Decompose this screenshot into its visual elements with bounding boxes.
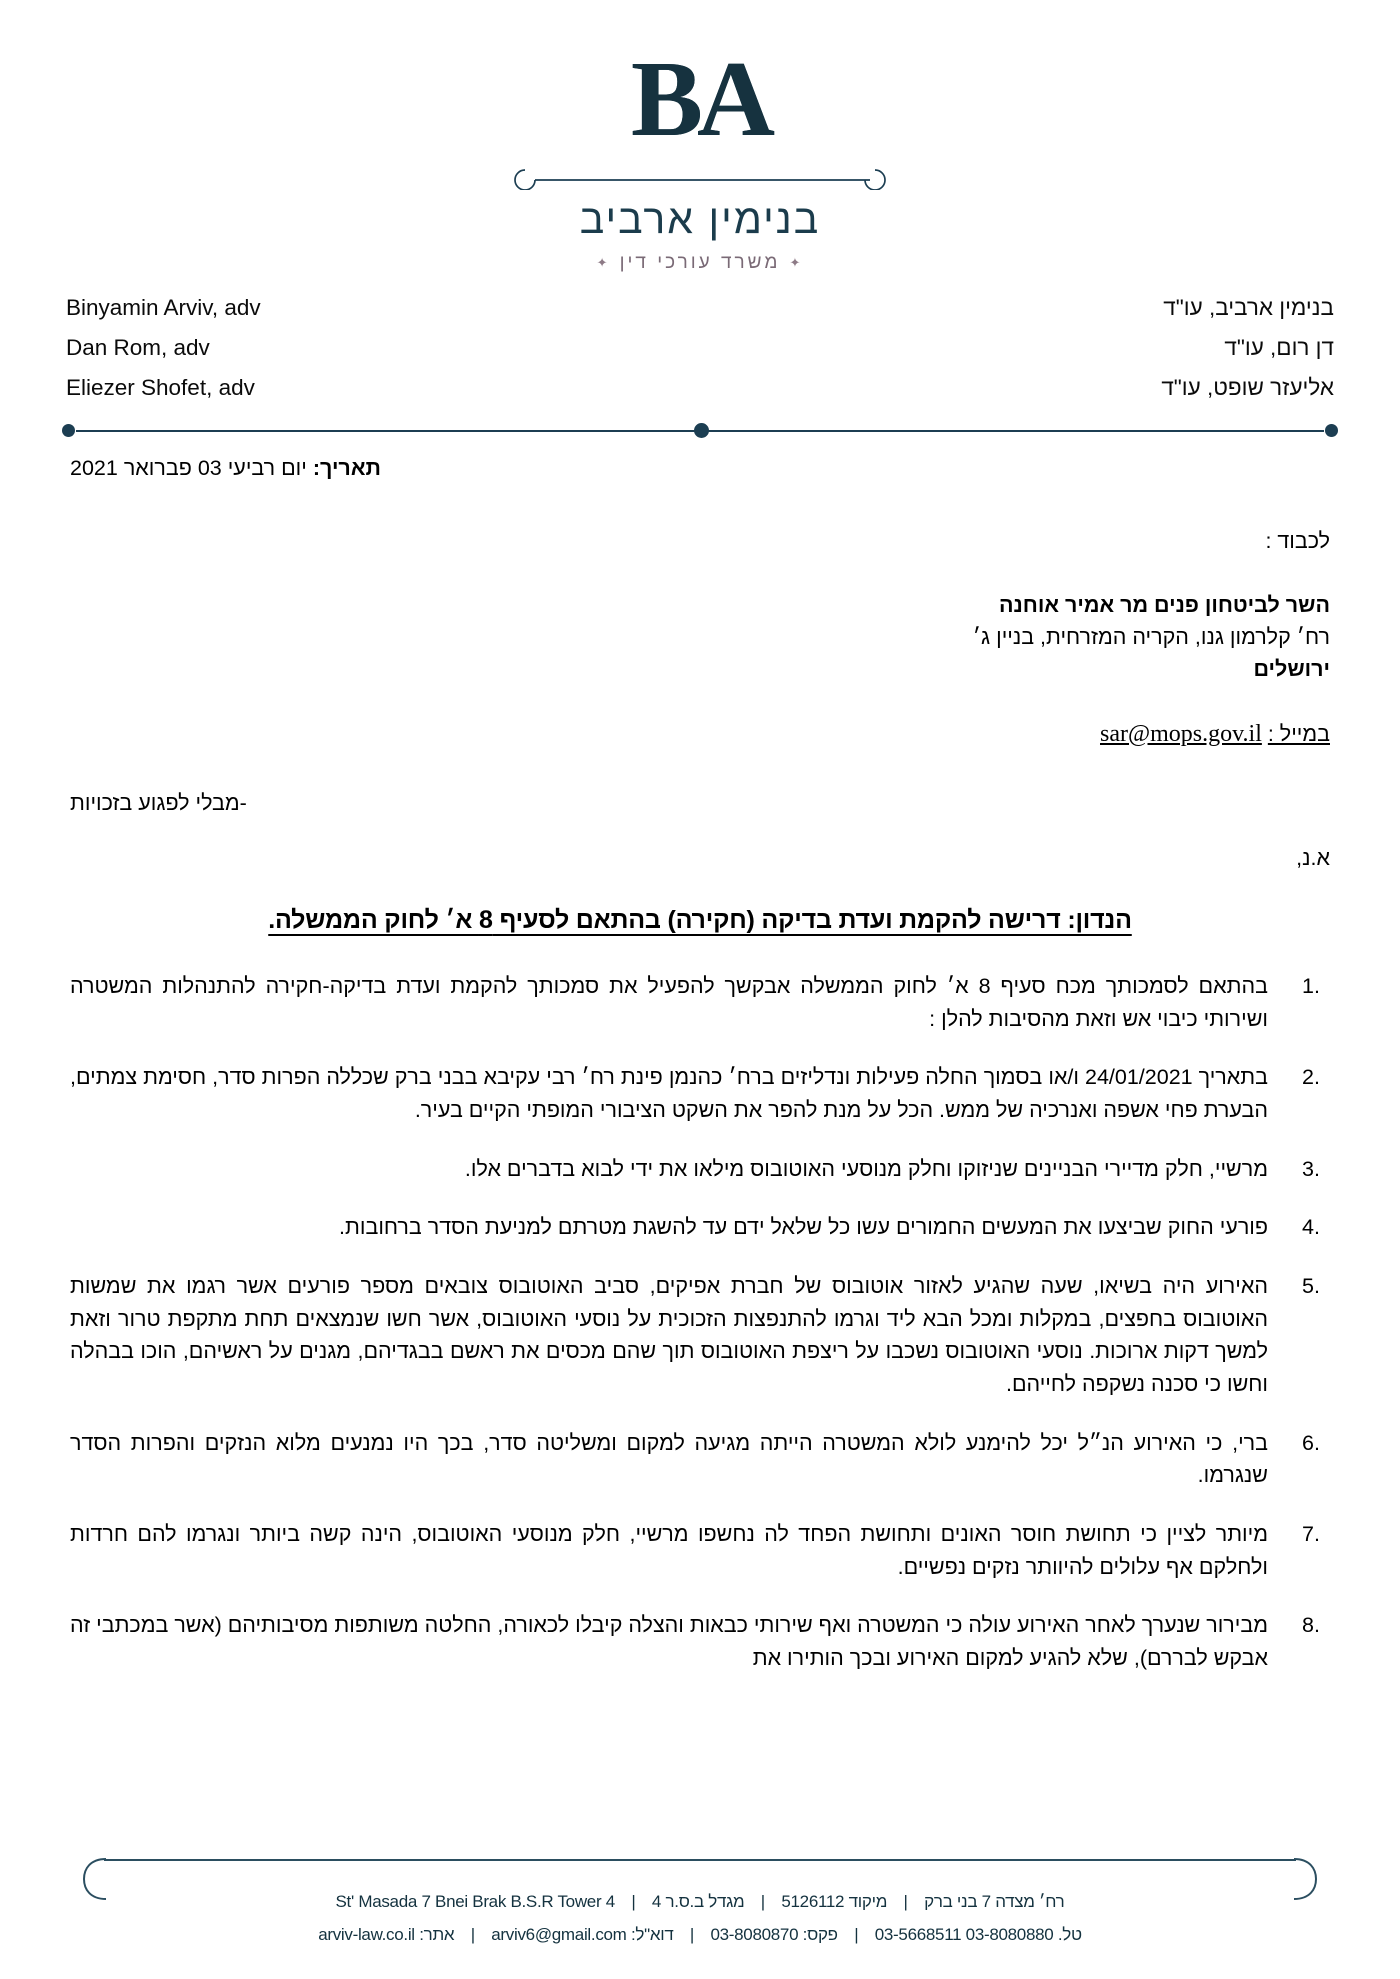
without-prejudice-note: -מבלי לפגוע בזכויות [70, 790, 247, 815]
divider-dot-center [694, 423, 709, 438]
footer-site-label: אתר: [419, 1924, 455, 1944]
logo-flourish-rule [485, 164, 915, 190]
footer-sep: | [760, 1891, 765, 1911]
diamond-ornament-right: ✦ [789, 254, 804, 270]
attorney-name-en-3: Eliezer Shofet, adv [66, 375, 255, 401]
date-label: תאריך: [312, 456, 381, 481]
footer-contact [82, 1885, 1318, 1951]
footer-address-en: St' Masada 7 Bnei Brak B.S.R Tower 4 [335, 1891, 615, 1911]
salutation: א.נ, [1296, 846, 1330, 871]
date-value: יום רביעי 03 פברואר 2021 [70, 456, 307, 481]
footer-tel-value: 03-5668511 03-8080880 [874, 1924, 1054, 1944]
logo-subtitle-text: משרד עורכי דין [619, 252, 781, 273]
footer-tower-he: מגדל ב.ס.ר 4 [651, 1891, 745, 1911]
clause-item: האירוע היה בשיאו, שעה שהגיע לאזור אוטובוס של חברת אפיקים, סביב האוטובוס צובאים מספר פורעים אשר רגמו את שמשות האוטובוס בחפצים, במקלות ומכל הבא ליד וגרמו להתנפצות הזכוכית על נוסעי האוטובוס, אשר חשו שנמצאים תחת מתקפת טרור וזאת למשך דקות ארוכות. נוסעי האוטובוס נשכבו על ריצפת האוטובוס תוך שהם מכסים את ראשם בבגדיהם, מגנים על ראשיהם, הוכו בבהלה וחשו כי סכנה נשקפה לחייהם. [70, 1274, 1268, 1397]
footer-sep: | [631, 1891, 636, 1911]
to-label: לכבוד : [1265, 529, 1330, 554]
footer-sep: | [854, 1924, 859, 1944]
footer-sep: | [689, 1924, 695, 1944]
attorney-name-he-1: בנימין ארביב, עו"ד [1163, 295, 1334, 320]
footer-line-address [82, 1885, 1318, 1918]
clause-item: מרשיי, חלק מדיירי הבניינים שניזוקו וחלק מנוסעי האוטובוס מילאו את ידי לבוא בדברים אלו. [464, 1156, 1268, 1181]
clause-item: פורעי החוק שביצעו את המעשים החמורים עשו כל שלאל ידם עד להשגת מטרתם למניעת הסדר ברחובות. [339, 1215, 1268, 1240]
clause-item: מיותר לציין כי תחושת חוסר האונים ותחושת הפחד לה נחשפו מרשיי, חלק מנוסעי האוטובוס, הינה קשה ביותר ונגרמו להם חרדות ולחלקם אף עלולים להיוותר נזקים נפשיים. [70, 1522, 1268, 1579]
diamond-ornament-left: ✦ [596, 254, 611, 270]
addressee-title: השר לביטחון פנים מר אמיר אוחנה [998, 592, 1330, 617]
footer-sep: | [470, 1924, 475, 1944]
addressee-city: ירושלים [1253, 657, 1330, 682]
logo-subtitle [485, 252, 915, 274]
footer-address-he: רח׳ מצדה 7 בני ברק [924, 1891, 1065, 1911]
attorney-name-he-3: אליעזר שופט, עו"ד [1161, 375, 1334, 401]
footer-fax-label: פקס: [802, 1924, 838, 1944]
logo-hebrew-name: בנימין ארביב [579, 196, 821, 242]
clause-item: בהתאם לסמכותך מכח סעיף 8 א׳ לחוק הממשלה אבקשך להפעיל את סמכותך להקמת ועדת בדיקה-חקירה להתנהלות המשטרה ושירותי כיבוי אש וזאת מהסיבות להלן : [70, 974, 1268, 1031]
divider-dot-left [62, 424, 75, 437]
footer-bar [104, 1859, 1296, 1861]
attorney-name-he-2: דן רום, עו"ד [1224, 335, 1334, 361]
footer-divider [82, 1857, 1318, 1879]
footer-fax-value: 03-8080870 [710, 1924, 799, 1944]
addressee-block [70, 589, 1330, 686]
attorney-name-en-1: Binyamin Arviv, adv [66, 295, 261, 320]
logo-monogram-ba: BA [485, 46, 915, 164]
footer-line-contacts [82, 1918, 1318, 1951]
clause-item: בתאריך 24/01/2021 ו/או בסמוך החלה פעילות ונדליזים ברח׳ כהנמן פינת רח׳ רבי עקיבא בבני ברק שכללה הפרות סדר, חסימת צמתים, הבערת פחי אשפה ואנרכיה של ממש. הכל על מנת להפר את השקט הציבורי המופתי הקיים בעיר. [70, 1065, 1268, 1123]
clause-list [70, 970, 1330, 1675]
email-address-link[interactable]: sar@mops.gov.il [1100, 720, 1262, 747]
email-label: במייל : [1267, 721, 1330, 746]
clause-item: מבירור שנערך לאחר האירוע עולה כי המשטרה ואף שירותי כבאות והצלה קיבלו לכאורה, החלטה משותפות מסיבותיהם (אשר במכתבי זה אבקש לבררם), שלא להגיע למקום האירוע ובכך הותירו את [70, 1613, 1268, 1671]
footer-site-value[interactable]: arviv-law.co.il [318, 1924, 415, 1944]
footer-email-label: דוא"ל: [630, 1924, 674, 1944]
header-divider [62, 424, 1338, 438]
attorney-names-hebrew [1161, 288, 1334, 408]
addressee-street: רח׳ קלרמון גנו, הקריה המזרחית, בניין ג׳ [972, 625, 1330, 650]
footer-curl-left-icon [82, 1857, 108, 1901]
subject-line: הנדון: דרישה להקמת ועדת בדיקה (חקירה) בהתאם לסעיף 8 א׳ לחוק הממשלה. [268, 906, 1132, 935]
letter-footer [0, 1857, 1400, 1951]
footer-sep: | [903, 1891, 908, 1911]
footer-zip-value: 5126112 [781, 1891, 845, 1911]
attorney-name-en-2: Dan Rom, adv [66, 335, 210, 361]
email-line [70, 716, 1330, 753]
clause-item: ברי, כי האירוע הנ״ל יכל להימנע לולא המשטרה הייתה מגיעה למקום ומשליטה סדר, בכך היו נמנעים מלוא הנזקים והפרות הסדר שנגרמו. [70, 1430, 1268, 1488]
attorney-names-row [0, 288, 1400, 408]
attorney-names-english [66, 288, 261, 408]
footer-zip-label: מיקוד [848, 1891, 888, 1911]
firm-logo [485, 40, 915, 274]
letterhead [0, 0, 1400, 438]
footer-email-value[interactable]: arviv6@gmail.com [491, 1924, 627, 1944]
date-line [70, 452, 1330, 485]
letter-body [0, 452, 1400, 1675]
footer-curl-right-icon [1292, 1857, 1318, 1901]
footer-tel-label: טל. [1057, 1924, 1082, 1944]
divider-dot-right [1325, 424, 1338, 437]
